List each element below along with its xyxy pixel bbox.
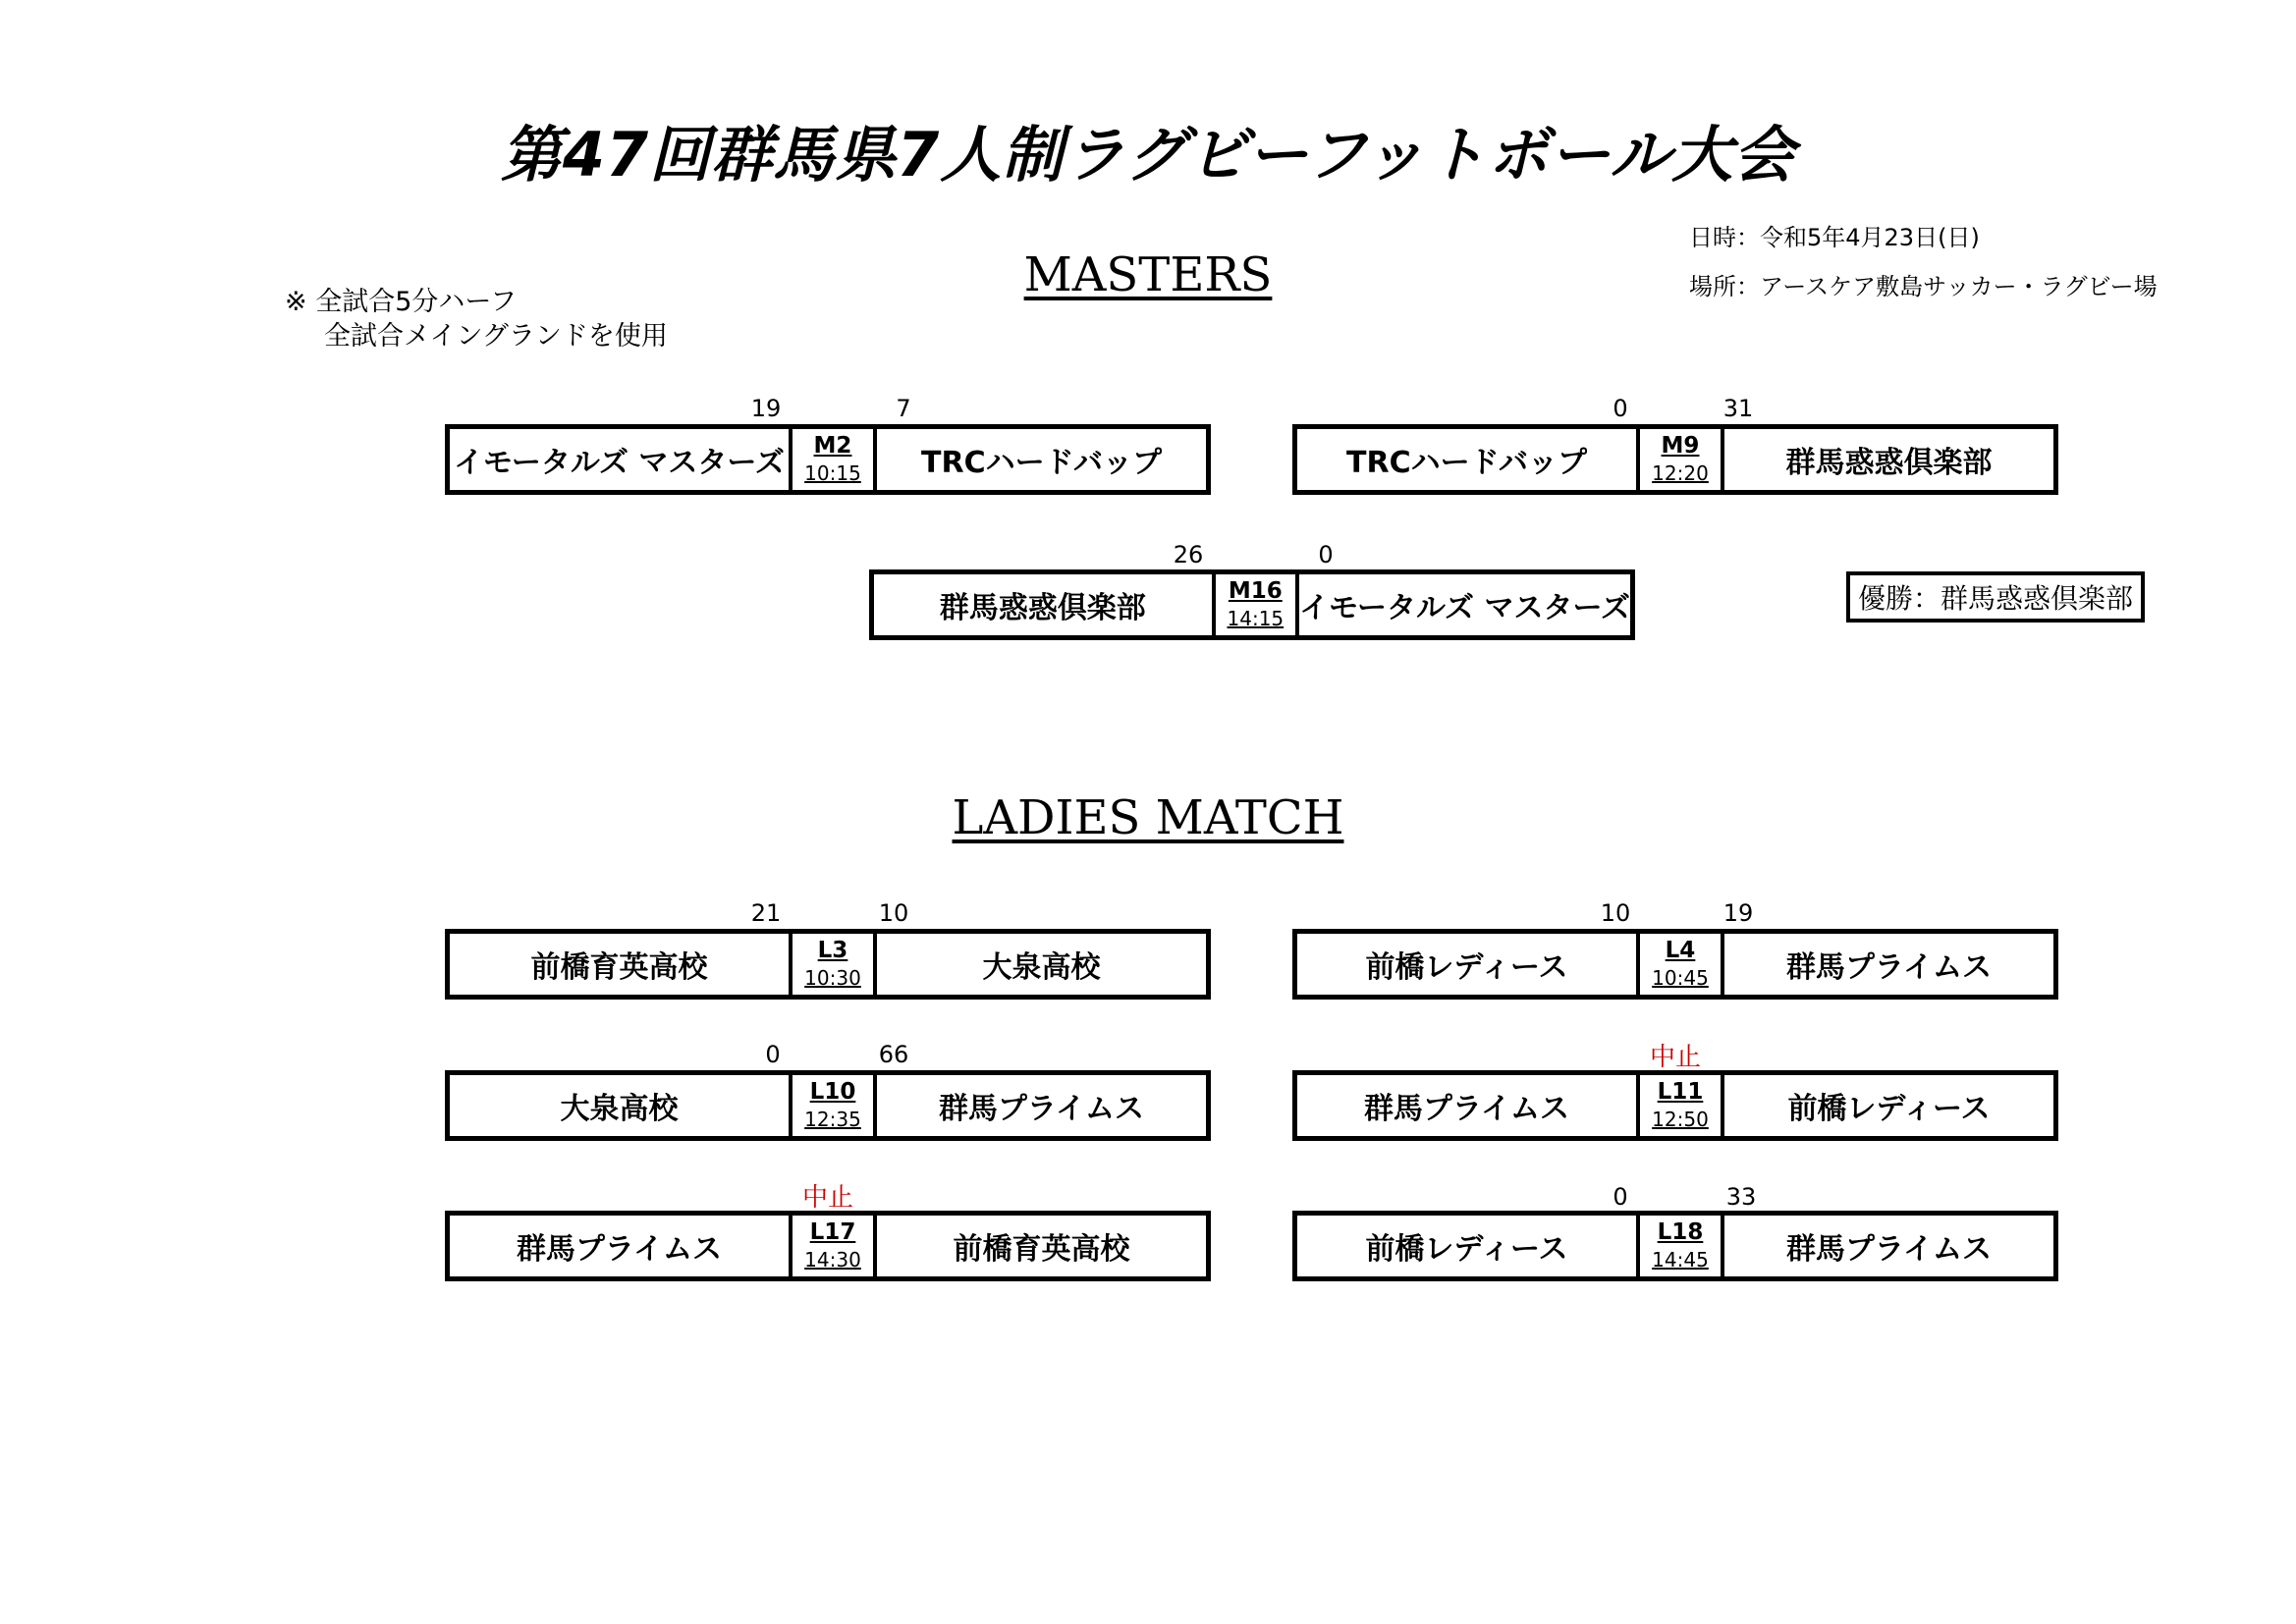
- match-l4-left-score: 10: [1600, 899, 1631, 927]
- match-l10-right-team: 群馬プライムス: [938, 1092, 1145, 1126]
- match-l10-time: 12:35: [804, 1108, 861, 1131]
- match-m9-code: M9: [1661, 433, 1700, 459]
- match-m2-center: [789, 429, 877, 490]
- event-venue: 場所：アースケア敷島サッカー・ラグビー場: [1689, 273, 2158, 300]
- match-l17-center: [789, 1216, 877, 1276]
- match-l17: [445, 1211, 1211, 1281]
- match-l17-time: 14:30: [804, 1248, 861, 1272]
- match-m2-right-team: TRCハードバップ: [921, 446, 1162, 480]
- match-l4: [1292, 929, 2058, 1000]
- match-l18-code: L18: [1657, 1219, 1704, 1245]
- match-l10-center: [789, 1075, 877, 1136]
- match-l4-time: 10:45: [1652, 966, 1709, 990]
- match-l3-right-score: 10: [878, 899, 909, 927]
- match-l17-left-team: 群馬プライムス: [516, 1232, 723, 1267]
- match-l18-right-score: 33: [1725, 1183, 1757, 1211]
- match-l3-left-team: 前橋育英高校: [530, 950, 708, 985]
- match-l3-code: L3: [817, 938, 848, 963]
- match-l10-left-score: 0: [765, 1041, 781, 1068]
- match-m2-left-team: イモータルズ マスターズ: [454, 446, 785, 480]
- match-l17-code: L17: [809, 1219, 856, 1245]
- match-l18-right-team: 群馬プライムス: [1785, 1232, 1993, 1267]
- match-m2-left-score: 19: [750, 395, 782, 422]
- event-date: 日時：令和5年4月23日(日): [1689, 224, 1980, 251]
- match-m9-right-score: 31: [1722, 395, 1754, 422]
- match-m2-code: M2: [813, 433, 852, 459]
- match-l4-center: [1636, 934, 1724, 995]
- match-m16-right-team: イモータルズ マスターズ: [1299, 591, 1630, 625]
- match-l11-code: L11: [1657, 1079, 1704, 1105]
- match-l4-right-team: 群馬プライムス: [1785, 950, 1993, 985]
- match-l11-center: [1636, 1075, 1724, 1136]
- match-l4-right-score: 19: [1722, 899, 1754, 927]
- match-l4-code: L4: [1665, 938, 1696, 963]
- match-l18: [1292, 1211, 2058, 1281]
- match-m9-right-team: 群馬惑惑倶楽部: [1785, 446, 1993, 480]
- match-m16-left-score: 26: [1173, 541, 1204, 568]
- match-l3-time: 10:30: [804, 966, 861, 990]
- match-l18-center: [1636, 1216, 1724, 1276]
- match-l18-left-score: 0: [1613, 1183, 1628, 1211]
- masters-heading: MASTERS: [1023, 247, 1273, 302]
- match-m16-right-score: 0: [1318, 541, 1334, 568]
- match-l10-code: L10: [809, 1079, 856, 1105]
- match-l3-left-score: 21: [750, 899, 782, 927]
- match-l3-center: [789, 934, 877, 995]
- match-m2-time: 10:15: [804, 461, 861, 485]
- masters-winner-box: 優勝：群馬惑惑倶楽部: [1846, 571, 2145, 623]
- match-l18-left-team: 前橋レディース: [1365, 1232, 1568, 1267]
- match-m9-left-team: TRCハードバップ: [1346, 446, 1587, 480]
- match-m9-left-score: 0: [1613, 395, 1628, 422]
- match-l4-left-team: 前橋レディース: [1365, 950, 1568, 985]
- match-l17-status: 中止: [801, 1183, 853, 1213]
- note-line-2: 全試合メイングランドを使用: [324, 321, 668, 352]
- match-m16-left-team: 群馬惑惑倶楽部: [939, 591, 1146, 625]
- match-m9: [1292, 424, 2058, 495]
- match-m2-right-score: 7: [896, 395, 911, 422]
- match-l11: [1292, 1070, 2058, 1141]
- match-m16-code: M16: [1228, 578, 1283, 604]
- match-l11-left-team: 群馬プライムス: [1363, 1092, 1570, 1126]
- match-l18-time: 14:45: [1652, 1248, 1709, 1272]
- match-m9-center: [1636, 429, 1724, 490]
- match-l10: [445, 1070, 1211, 1141]
- ladies-heading: LADIES MATCH: [952, 790, 1344, 845]
- match-l3: [445, 929, 1211, 1000]
- match-m9-time: 12:20: [1652, 461, 1709, 485]
- page-title: 第47回群馬県7人制ラグビーフットボール大会: [500, 119, 1796, 190]
- match-l11-status: 中止: [1649, 1043, 1701, 1072]
- match-l10-left-team: 大泉高校: [560, 1092, 679, 1126]
- match-l17-right-team: 前橋育英高校: [953, 1232, 1130, 1267]
- match-l11-right-team: 前橋レディース: [1787, 1092, 1991, 1126]
- match-l10-right-score: 66: [878, 1041, 909, 1068]
- match-l3-right-team: 大泉高校: [982, 950, 1101, 985]
- match-m2: [445, 424, 1211, 495]
- match-m16-center: [1212, 574, 1300, 635]
- match-m16-time: 14:15: [1227, 607, 1285, 630]
- match-m16: [869, 569, 1635, 640]
- match-l11-time: 12:50: [1652, 1108, 1709, 1131]
- note-line-1: ※ 全試合5分ハーフ: [285, 287, 518, 317]
